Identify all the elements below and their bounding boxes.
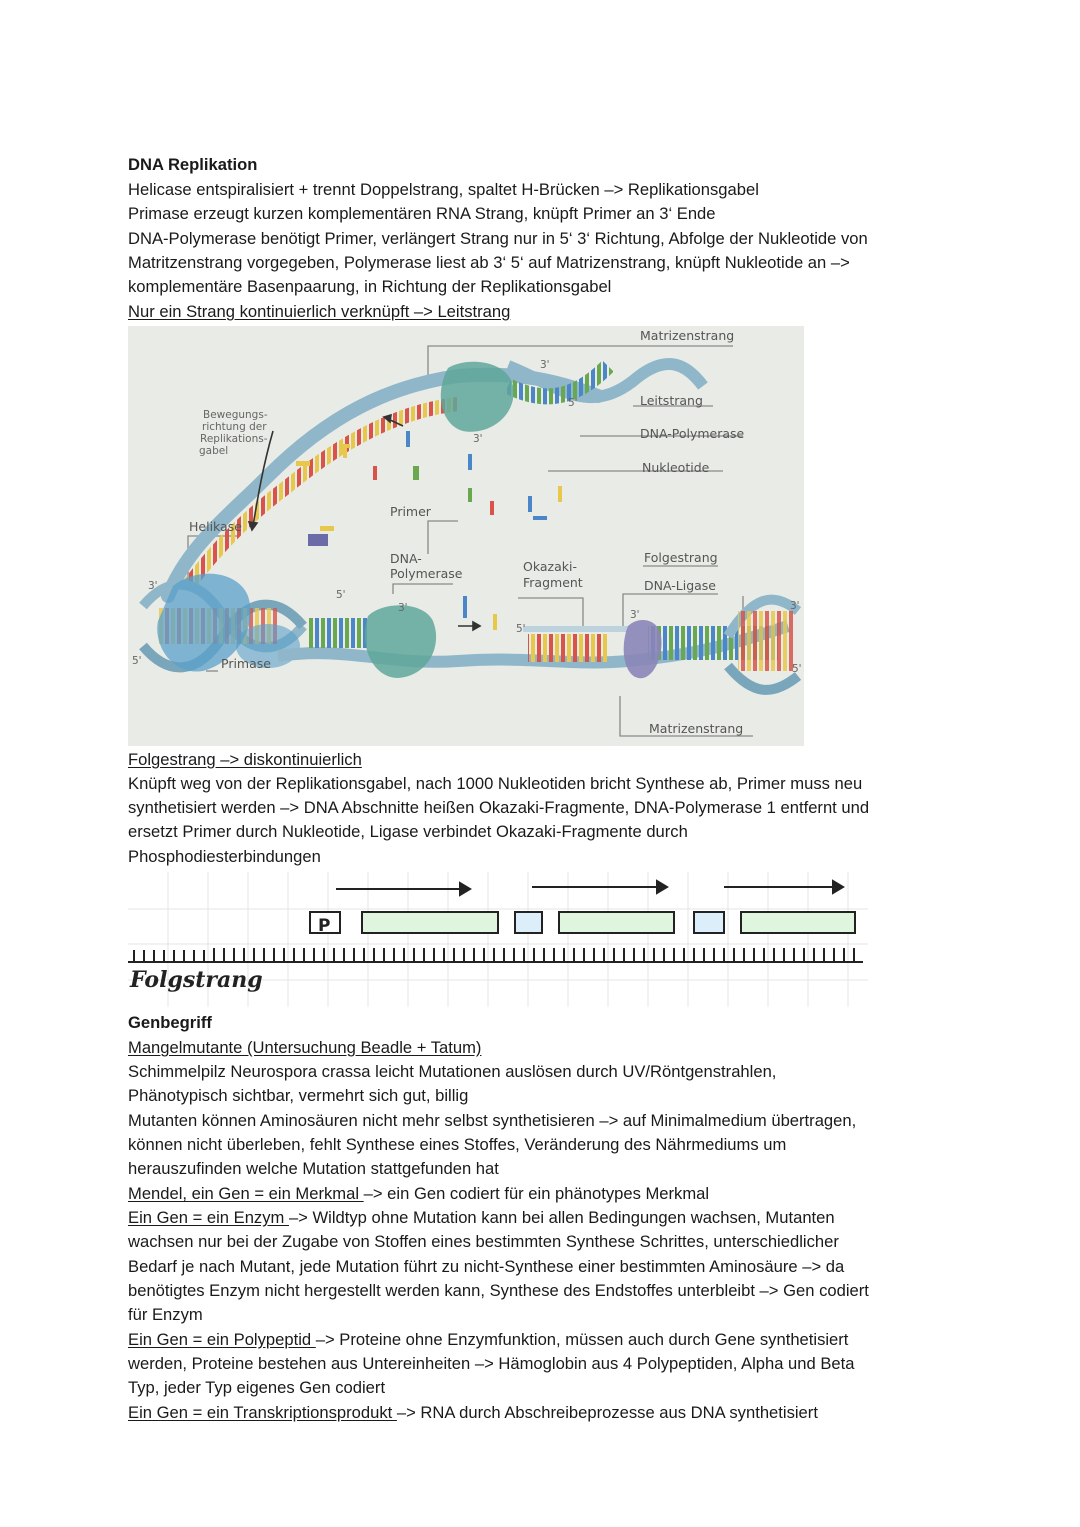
label-primer: Primer — [390, 504, 431, 519]
synthesis-arrows — [336, 881, 843, 895]
mendel-term: Mendel, ein Gen = ein Merkmal — [128, 1184, 364, 1203]
replication-figure — [128, 326, 804, 746]
end-mark-3-top: 3' — [540, 359, 550, 371]
primer-letter: P — [318, 916, 331, 936]
end-mark-5-primer: 5' — [336, 589, 346, 601]
folgestrang-sketch — [128, 872, 868, 1007]
end-mark-5-right: 5' — [792, 663, 802, 675]
label-bewegung-1: Bewegungs- — [203, 409, 268, 421]
text-line: DNA-Polymerase benötigt Primer, verlängert Strang nur in 5‘ 3‘ Richtung, Abfolge der Nukleotide von — [128, 229, 868, 248]
label-bewegung-3: Replikations- — [200, 433, 268, 445]
text-line: komplementäre Basenpaarung, in Richtung der Replikationsgabel — [128, 277, 612, 296]
label-leitstrang: Leitstrang — [640, 393, 703, 408]
text-line: Primase erzeugt kurzen komplementären RNA Strang, knüpft Primer an 3‘ Ende — [128, 204, 716, 223]
label-dna-polymerase: DNA-Polymerase — [640, 426, 745, 441]
end-mark-3-poly: 3' — [473, 433, 483, 445]
text-line: Knüpft weg von der Replikationsgabel, nach 1000 Nukleotiden bricht Synthese ab, Primer muss neu — [128, 774, 863, 793]
text-line: Bedarf je nach Mutant, jede Mutation führt zu nicht-Synthese einer bestimmten Aminosäure –> da — [128, 1257, 845, 1276]
replication-diagram — [128, 326, 804, 746]
folgestrang-note: Folgestrang –> diskontinuierlich — [128, 750, 362, 769]
leading-polymerase — [441, 362, 514, 432]
lagging-bases-b — [528, 634, 608, 662]
text-line: Schimmelpilz Neurospora crassa leicht Mutationen auslösen durch UV/Röntgenstrahlen, — [128, 1062, 777, 1081]
dna-ligase-enzyme — [624, 620, 662, 678]
end-mark-3-ligase: 3' — [630, 609, 640, 621]
label-matrizenstrang-top: Matrizenstrang — [640, 328, 735, 343]
text-line: werden, Proteine bestehen aus Untereinheiten –> Hämoglobin aus 4 Polypeptiden, Alpha und Beta — [128, 1354, 855, 1373]
folgstrang-handwritten-label: Folgstrang — [130, 967, 263, 993]
okazaki-box-2 — [559, 912, 674, 933]
text-line: können nicht überleben, fehlt Synthese eines Stoffes, Veränderung des Nährmediums um — [128, 1135, 787, 1154]
text-line: herauszufinden welche Mutation stattgefunden hat — [128, 1159, 499, 1178]
label-bewegung-2: richtung der — [202, 421, 267, 433]
label-matrizenstrang-bottom: Matrizenstrang — [649, 721, 744, 736]
heading-genbegriff: Genbegriff — [128, 1013, 212, 1032]
heading-dna-replikation: DNA Replikation — [128, 155, 258, 174]
label-primase: Primase — [221, 656, 271, 671]
fragments — [310, 912, 855, 933]
label-okazaki-2: Fragment — [523, 575, 583, 590]
label-bewegung-4: gabel — [199, 445, 229, 457]
lagging-bases-a — [308, 618, 368, 648]
polypeptid-explanation: –> Proteine ohne Enzymfunktion, müssen auch durch Gene synthetisiert — [315, 1330, 849, 1349]
sketch-drawing — [128, 872, 868, 1007]
polypeptid-term: Ein Gen = ein Polypeptid — [128, 1330, 316, 1349]
mangelmutante-heading: Mangelmutante (Untersuchung Beadle + Tatum) — [128, 1038, 482, 1057]
text-line: Matritzenstrang vorgegeben, Polymerase liest ab 3‘ 5‘ auf Matrizenstrang, knüpft Nukleotide an –> — [128, 253, 850, 272]
label-dna-polymerase-inner-2: Polymerase — [390, 566, 463, 581]
text-line: Phosphodiesterbindungen — [128, 847, 321, 866]
enzym-term: Ein Gen = ein Enzym — [128, 1208, 289, 1227]
end-mark-5-okazaki: 5' — [516, 623, 526, 635]
text-line: synthetisiert werden –> DNA Abschnitte heißen Okazaki-Fragmente, DNA-Polymerase 1 entfernt und — [128, 798, 870, 817]
end-mark-3-right: 3' — [790, 600, 800, 612]
label-helikase: Helikase — [189, 519, 242, 534]
text-line: wachsen nur bei der Zugabe von Stoffen eines bestimmten Synthese Schrittes, unterschiedlicher — [128, 1232, 839, 1251]
end-mark-3-lag: 3' — [398, 602, 408, 614]
enzym-explanation: –> Wildtyp ohne Mutation kann bei allen Bedingungen wachsen, Mutanten — [288, 1208, 835, 1227]
end-mark-5-left: 5' — [132, 655, 142, 667]
end-mark-3-left: 3' — [148, 580, 158, 592]
polypeptid-line — [128, 1328, 958, 1352]
text-line: benötigtes Enzym nicht hergestellt werden kann, Synthese des Endstoffes unterbleibt –> Gen codiert — [128, 1281, 869, 1300]
primer-box-2 — [515, 912, 542, 933]
okazaki-box-1 — [362, 912, 498, 933]
primer-box-3 — [694, 912, 724, 933]
label-dna-ligase: DNA-Ligase — [644, 578, 716, 593]
text-line: für Enzym — [128, 1305, 203, 1324]
label-dna-polymerase-inner-1: DNA- — [390, 551, 422, 566]
label-okazaki-1: Okazaki- — [523, 559, 577, 574]
mendel-line — [128, 1182, 958, 1206]
text-line: Helicase entspiralisiert + trennt Doppelstrang, spaltet H-Brücken –> Replikationsgabel — [128, 180, 759, 199]
okazaki-fragment — [523, 626, 628, 632]
text-line: ersetzt Primer durch Nukleotide, Ligase verbindet Okazaki-Fragmente durch — [128, 822, 688, 841]
okazaki-box-3 — [741, 912, 855, 933]
template-strand-ticks — [128, 948, 863, 962]
enzym-line — [128, 1206, 958, 1230]
transkription-line — [128, 1401, 958, 1425]
right-helix-bases — [738, 611, 793, 671]
label-nukleotide: Nukleotide — [642, 460, 710, 475]
transkription-term: Ein Gen = ein Transkriptionsprodukt — [128, 1403, 397, 1422]
text-line: Typ, jeder Typ eigenes Gen codiert — [128, 1378, 386, 1397]
text-line: Phänotypisch sichtbar, vermehrt sich gut, billig — [128, 1086, 469, 1105]
end-mark-5-top: 5' — [568, 397, 578, 409]
label-folgestrang: Folgestrang — [644, 550, 718, 565]
mendel-explanation: –> ein Gen codiert für ein phänotypes Merkmal — [363, 1184, 710, 1203]
text-line: Mutanten können Aminosäuren nicht mehr selbst synthetisieren –> auf Minimalmedium übertragen, — [128, 1111, 857, 1130]
leitstrang-note: Nur ein Strang kontinuierlich verknüpft –> Leitstrang — [128, 302, 511, 321]
direction-arrows — [249, 415, 480, 630]
transkription-explanation: –> RNA durch Abschreibeprozesse aus DNA synthetisiert — [396, 1403, 818, 1422]
